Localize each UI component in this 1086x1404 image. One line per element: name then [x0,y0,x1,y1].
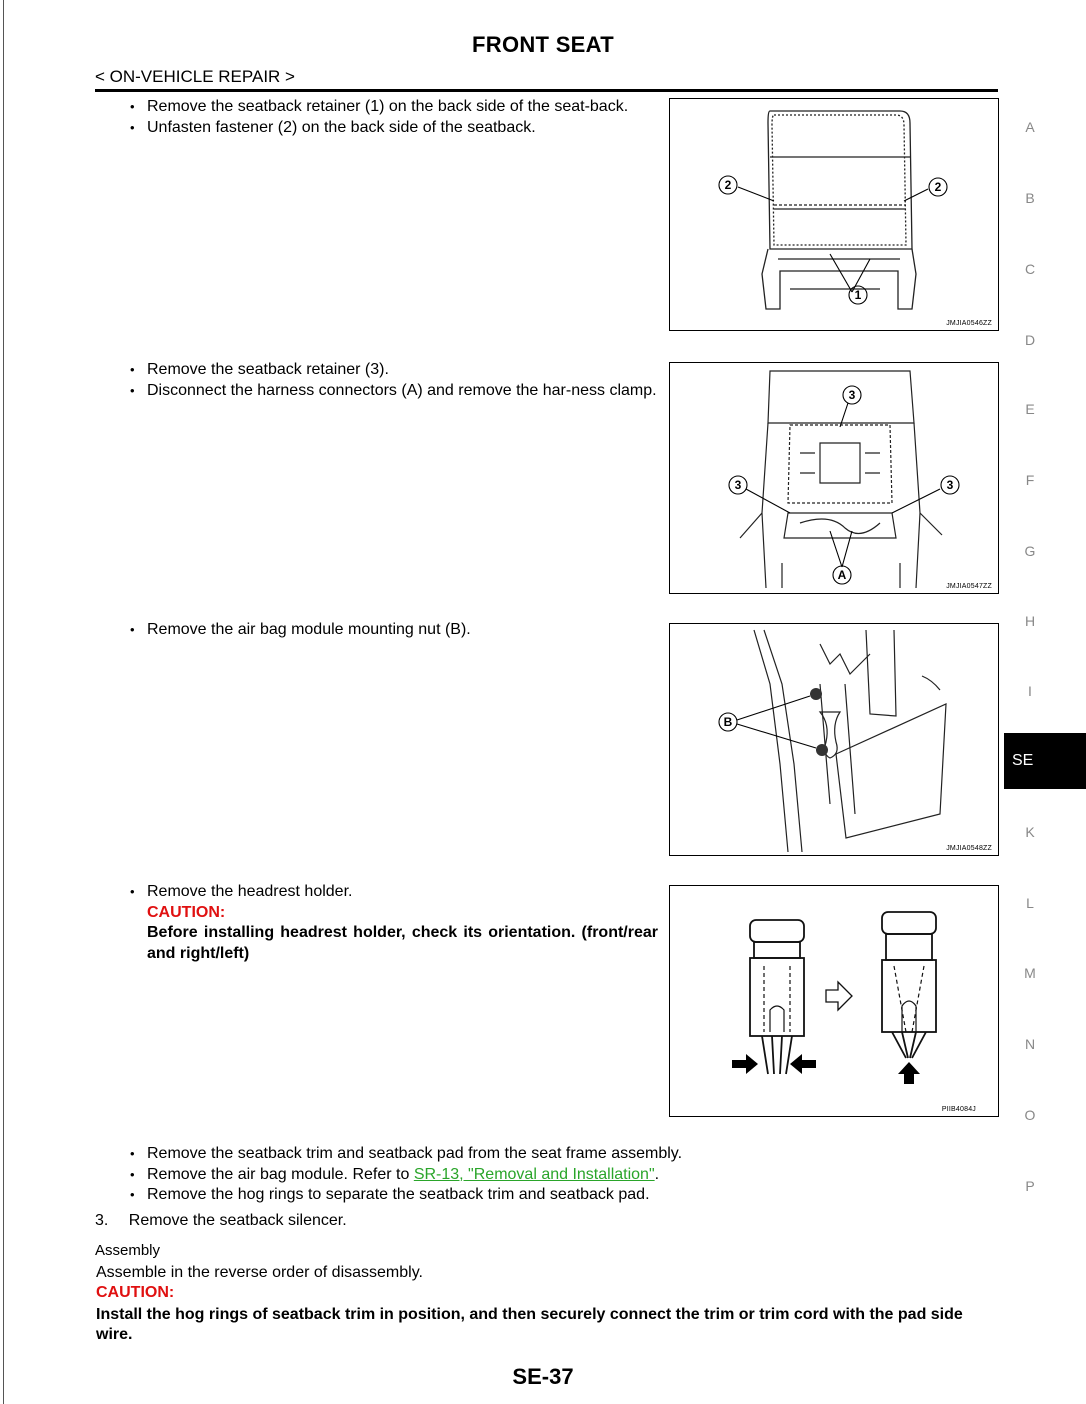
callout-b: B [723,715,733,729]
figure-id: JMJIA0546ZZ [946,320,992,327]
callout-3-top: 3 [848,388,856,402]
list-item: • Unfasten fastener (2) on the back side of the seatback. [130,118,658,139]
step-list-4 [130,882,658,964]
step-list-3 [130,620,658,641]
harness-illustration [670,363,998,593]
page-title: FRONT SEAT [472,32,614,57]
side-tab-g[interactable]: G [1024,543,1036,559]
figure-seatback-rear [669,98,999,331]
assembly-heading: Assembly [95,1242,161,1259]
seatback-rear-illustration [670,99,998,330]
figure-seatback-harness [669,362,999,594]
section-divider [95,89,998,92]
list-item: • Remove the seatback trim and seatback pad from the seat frame assembly. [130,1144,830,1165]
side-tab-f[interactable]: F [1025,472,1035,488]
side-tab-c[interactable]: C [1024,261,1036,277]
callout-3-right: 3 [946,478,954,492]
ref-lead-text: Remove the air bag module. Refer to [147,1165,414,1183]
step-list-2 [130,360,658,401]
callout-3-left: 3 [734,478,742,492]
side-tab-i[interactable]: I [1028,683,1032,699]
section-heading: < ON-VEHICLE REPAIR > [95,67,295,86]
callout-2-left: 2 [724,178,732,192]
callout-2-right: 2 [934,180,942,194]
assembly-caution-label: CAUTION: [96,1284,175,1301]
numbered-step [95,1212,347,1230]
page-number: SE-37 [512,1364,574,1389]
side-tab-o[interactable]: O [1024,1107,1036,1123]
figure-id: JMJIA0547ZZ [946,583,992,590]
side-tab-l[interactable]: L [1026,895,1034,911]
side-tab-d[interactable]: D [1024,332,1036,348]
assembly-caution-text: Install the hog rings of seatback trim in position, and then securely connect the trim or trim cord with the pad side wire. [96,1306,963,1343]
caution-label: CAUTION: [147,903,226,921]
side-tab-h[interactable]: H [1024,613,1036,629]
side-tab-a[interactable]: A [1025,119,1035,135]
step-list-1 [130,97,658,138]
ref-trail-text: . [654,1165,660,1183]
page-edge [3,0,4,1404]
figure-airbag-nut [669,623,999,856]
cross-reference-link[interactable]: SR-13, "Removal and Installation" [413,1165,655,1183]
figure-headrest-holder [669,885,999,1117]
side-tab-k[interactable]: K [1025,824,1035,840]
side-tab-se-active[interactable]: SE [1004,733,1086,789]
list-item: • Disconnect the harness connectors (A) and remove the har-ness clamp. [130,381,658,402]
caution-text: Before installing headrest holder, check its orientation. (front/rear and right/left) [147,924,658,962]
side-tab-e[interactable]: E [1025,401,1035,417]
step-number: 3. [95,1212,109,1229]
airbag-nut-illustration [670,624,998,855]
side-tab-n[interactable]: N [1024,1036,1036,1052]
list-item: • Remove the seatback retainer (3). [130,360,658,381]
figure-id: JMJIA0548ZZ [946,845,992,852]
list-item [130,882,658,964]
list-item: • Remove the hog rings to separate the seatback trim and seatback pad. [130,1185,830,1206]
list-item-text: • Remove the headrest holder. [147,883,353,900]
side-tab-p[interactable]: P [1025,1178,1035,1194]
list-item [130,1165,830,1186]
callout-a: A [837,568,847,582]
list-item: • Remove the air bag module mounting nut (B). [130,620,658,641]
side-tab-b[interactable]: B [1025,190,1035,206]
headrest-holder-illustration [670,886,998,1116]
step-text: Remove the seatback silencer. [128,1212,347,1229]
callout-1: 1 [854,288,862,302]
side-tab-m[interactable]: M [1024,965,1036,981]
figure-id: PIIB4084J [941,1106,976,1113]
assembly-text: Assemble in the reverse order of disassembly. [96,1264,423,1281]
list-item: • Remove the seatback retainer (1) on the back side of the seat-back. [130,97,658,118]
step-list-5 [130,1144,830,1206]
